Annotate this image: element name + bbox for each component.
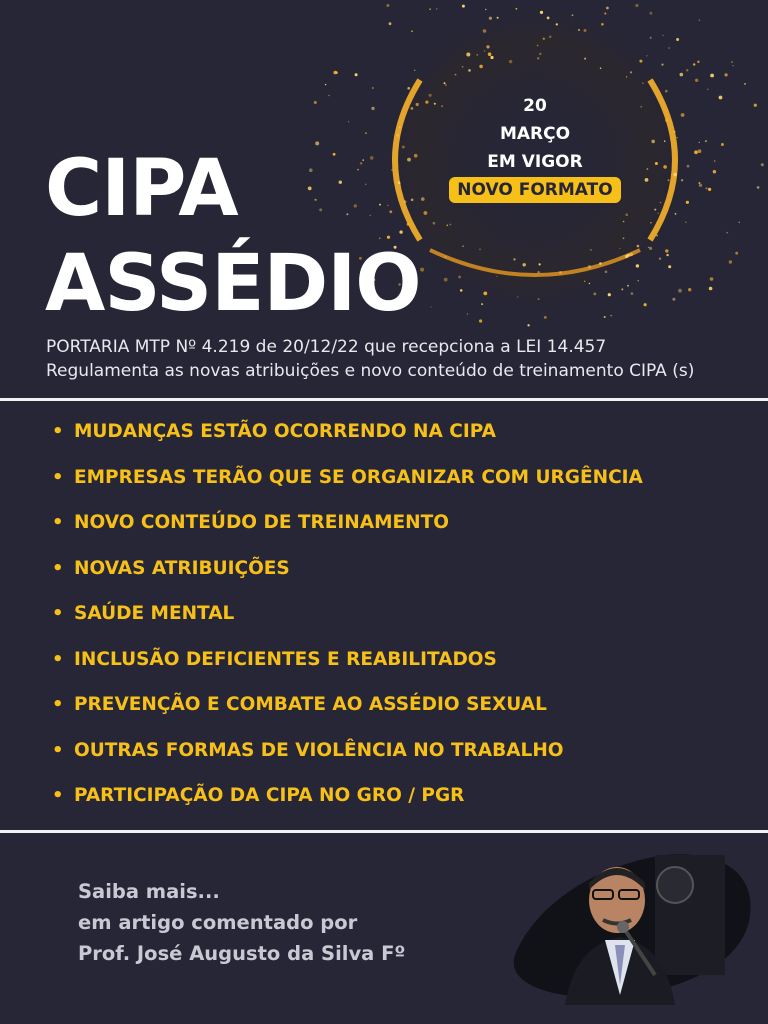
badge-month: MARÇO	[499, 124, 571, 144]
spark-particle	[721, 143, 724, 146]
spark-particle	[693, 63, 695, 65]
spark-particle	[537, 45, 539, 47]
spark-particle	[543, 38, 545, 40]
spark-particle	[360, 162, 363, 165]
spark-particle	[686, 69, 688, 71]
spark-particle	[729, 260, 732, 263]
divider-top	[0, 398, 768, 401]
spark-particle	[362, 159, 364, 161]
spark-particle	[678, 289, 682, 293]
spark-particle	[325, 84, 326, 85]
spark-particle	[479, 249, 480, 250]
spark-particle	[639, 60, 642, 63]
spark-particle	[584, 29, 587, 32]
hero-section	[0, 0, 768, 400]
spark-particle	[466, 53, 470, 57]
spark-particle	[642, 82, 644, 84]
spark-particle	[610, 315, 612, 317]
spark-particle	[444, 278, 448, 282]
spark-particle	[485, 9, 486, 10]
footer-text	[78, 876, 405, 969]
spark-particle	[694, 150, 698, 154]
spark-particle	[648, 247, 649, 248]
spark-particle	[547, 17, 550, 20]
list-item: • PARTICIPAÇÃO DA CIPA NO GRO / PGR	[52, 781, 643, 827]
spark-particle	[314, 101, 317, 104]
spark-particle	[675, 213, 677, 215]
spark-particle	[697, 61, 699, 63]
spark-particle	[389, 210, 392, 213]
spark-particle	[379, 204, 381, 206]
spark-particle	[468, 69, 471, 72]
spark-particle	[732, 65, 733, 66]
spark-particle	[630, 71, 632, 73]
spark-particle	[424, 211, 428, 215]
spark-particle	[681, 113, 685, 117]
spark-particle	[636, 264, 639, 267]
spark-particle	[559, 271, 562, 274]
spark-particle	[600, 67, 602, 69]
spark-particle	[433, 222, 436, 225]
list-item: • SAÚDE MENTAL	[52, 599, 643, 645]
spark-particle	[488, 52, 492, 56]
spark-particle	[665, 90, 668, 93]
spark-particle	[627, 254, 630, 257]
spark-particle	[572, 14, 574, 16]
spark-particle	[346, 213, 348, 215]
spark-particle	[655, 162, 658, 165]
spark-particle	[429, 8, 431, 10]
spark-particle	[411, 199, 414, 202]
spark-particle	[398, 181, 401, 184]
spark-particle	[681, 179, 683, 181]
spark-particle	[695, 79, 698, 82]
spark-particle	[705, 140, 707, 142]
spark-particle	[735, 252, 738, 255]
spark-particle	[688, 288, 691, 291]
spark-particle	[578, 29, 580, 31]
spark-particle	[516, 8, 518, 10]
spark-particle	[407, 223, 410, 226]
spark-particle	[370, 215, 371, 216]
spark-particle	[584, 281, 586, 283]
list-item: • PREVENÇÃO E COMBATE AO ASSÉDIO SEXUAL	[52, 690, 643, 736]
spark-particle	[665, 119, 668, 122]
list-item: • OUTRAS FORMAS DE VIOLÊNCIA NO TRABALHO	[52, 736, 643, 782]
spark-particle	[425, 101, 428, 104]
spark-particle	[490, 56, 493, 59]
bullet-icon: •	[52, 694, 64, 715]
spark-particle	[657, 212, 659, 214]
spark-particle	[637, 245, 640, 248]
spark-particle	[604, 316, 606, 318]
spark-particle	[445, 84, 446, 85]
spark-particle	[414, 154, 418, 158]
spark-particle	[708, 188, 711, 191]
spark-particle	[590, 249, 591, 250]
spark-particle	[509, 60, 512, 63]
spark-particle	[672, 298, 675, 301]
spark-particle	[606, 7, 609, 10]
spark-particle	[630, 253, 633, 256]
spark-particle	[588, 265, 591, 268]
spark-particle	[646, 55, 647, 56]
spark-particle	[483, 292, 487, 296]
spark-particle	[668, 47, 670, 49]
spark-particle	[757, 186, 760, 189]
spark-particle	[445, 256, 447, 258]
spark-particle	[339, 181, 342, 184]
spark-particle	[754, 104, 757, 107]
spark-particle	[444, 82, 446, 84]
spark-particle	[627, 285, 629, 287]
spark-particle	[584, 58, 586, 60]
spark-particle	[626, 76, 627, 77]
spark-particle	[513, 258, 515, 260]
bullet-icon: •	[52, 785, 64, 806]
bullet-icon: •	[52, 739, 64, 761]
spark-particle	[540, 11, 543, 14]
bullet-icon: •	[52, 603, 64, 624]
spark-particle	[623, 237, 625, 239]
footer-line-3: Prof. José Augusto da Silva Fº	[78, 942, 406, 965]
spark-particle	[699, 19, 701, 21]
spark-particle	[462, 245, 464, 247]
spark-particle	[608, 293, 611, 296]
spark-particle	[656, 235, 658, 237]
spark-particle	[328, 95, 329, 96]
spark-particle	[309, 168, 313, 172]
spark-particle	[391, 169, 392, 170]
spark-particle	[517, 296, 518, 297]
spark-particle	[404, 200, 407, 203]
title-assedio: ASSÉDIO	[45, 239, 421, 329]
spark-particle	[370, 156, 374, 160]
spark-particle	[458, 276, 461, 279]
spark-particle	[462, 66, 464, 68]
spark-particle	[479, 319, 482, 322]
spark-particle	[479, 65, 483, 69]
bullet-icon: •	[52, 466, 64, 488]
spark-particle	[726, 232, 728, 234]
spark-particle	[599, 262, 602, 265]
spark-particle	[399, 230, 402, 233]
spark-particle	[644, 303, 647, 306]
spark-particle	[664, 140, 666, 142]
spark-particle	[455, 74, 457, 76]
spark-particle	[645, 178, 649, 182]
spark-particle	[674, 131, 676, 133]
speaker-photo	[505, 845, 760, 1005]
spark-particle	[486, 45, 489, 48]
spark-particle	[651, 140, 655, 144]
spark-particle	[308, 187, 312, 191]
spark-particle	[402, 146, 405, 149]
spark-particle	[450, 224, 452, 226]
bullet-icon: •	[52, 512, 64, 533]
spark-particle	[348, 121, 349, 122]
spark-particle	[421, 197, 425, 201]
spark-particle	[371, 107, 374, 110]
spark-particle	[659, 258, 661, 260]
spark-particle	[447, 225, 449, 227]
spark-particle	[333, 153, 336, 156]
spark-particle	[707, 89, 708, 90]
spark-particle	[460, 289, 463, 292]
spark-particle	[635, 4, 638, 7]
badge-status: EM VIGOR	[487, 152, 583, 172]
spark-particle	[647, 168, 649, 170]
spark-particle	[387, 205, 388, 206]
spark-particle	[739, 222, 741, 224]
spark-particle	[604, 13, 606, 15]
spark-particle	[319, 208, 322, 211]
spark-particle	[407, 87, 410, 90]
spark-particle	[589, 283, 590, 284]
spark-particle	[654, 209, 656, 211]
spark-particle	[411, 107, 414, 110]
spark-particle	[685, 221, 687, 223]
bullet-icon: •	[52, 648, 64, 670]
list-item: • NOVAS ATRIBUIÇÕES	[52, 554, 643, 600]
spark-particle	[411, 30, 413, 32]
spark-particle	[640, 106, 642, 108]
spark-particle	[365, 184, 366, 185]
spark-particle	[462, 5, 465, 8]
list-item: • MUDANÇAS ESTÃO OCORRENDO NA CIPA	[52, 417, 643, 463]
spark-particle	[710, 74, 714, 78]
spark-particle	[416, 103, 419, 106]
title-cipa: CIPA	[45, 144, 238, 234]
spark-particle	[665, 249, 668, 252]
bullet-icon: •	[52, 421, 64, 442]
portaria-line-1: PORTARIA MTP Nº 4.219 de 20/12/22 que recepciona a LEI 14.457	[46, 337, 607, 357]
spark-particle	[354, 204, 357, 207]
spark-particle	[706, 187, 708, 189]
date-badge	[440, 92, 630, 204]
spark-particle	[731, 61, 732, 62]
spark-particle	[601, 23, 604, 26]
bullet-icon: •	[52, 557, 64, 579]
spark-particle	[497, 17, 499, 19]
spark-particle	[397, 134, 400, 137]
spark-particle	[372, 87, 374, 89]
spark-particle	[365, 132, 367, 134]
spark-particle	[549, 36, 552, 39]
list-item: • NOVO CONTEÚDO DE TREINAMENTO	[52, 508, 643, 554]
spark-particle	[621, 288, 623, 290]
spark-particle	[539, 263, 541, 265]
spark-particle	[698, 149, 702, 153]
spark-particle	[761, 163, 764, 166]
spark-particle	[430, 306, 431, 307]
spark-particle	[673, 173, 677, 177]
spark-particle	[713, 170, 716, 173]
bullet-list	[52, 417, 643, 827]
spark-particle	[619, 248, 620, 249]
spark-particle	[436, 8, 437, 9]
spark-particle	[429, 94, 432, 97]
spark-particle	[699, 142, 700, 143]
divider-bottom	[0, 830, 768, 833]
badge-day: 20	[523, 96, 547, 116]
spark-particle	[687, 165, 690, 168]
portaria-line-2: Regulamenta as novas atribuições e novo conteúdo de treinamento CIPA (s)	[46, 361, 695, 381]
spark-particle	[538, 298, 540, 300]
spark-particle	[527, 324, 529, 326]
spark-particle	[407, 158, 411, 162]
spark-particle	[676, 137, 678, 139]
spark-particle	[556, 23, 558, 25]
spark-particle	[389, 22, 392, 25]
spark-particle	[399, 127, 401, 129]
spark-particle	[661, 64, 663, 66]
spark-particle	[744, 83, 746, 85]
spark-particle	[434, 103, 436, 105]
spark-particle	[666, 254, 668, 256]
spark-particle	[355, 73, 358, 76]
spark-particle	[593, 293, 596, 296]
portaria-text	[46, 335, 694, 383]
spark-particle	[523, 263, 526, 266]
spark-particle	[625, 213, 628, 216]
spark-particle	[481, 303, 483, 305]
spark-particle	[315, 141, 319, 145]
spark-particle	[676, 38, 679, 41]
spark-particle	[623, 221, 625, 223]
novo-formato-pill: NOVO FORMATO	[449, 177, 620, 203]
spark-particle	[650, 12, 653, 15]
spark-particle	[631, 292, 634, 295]
spark-particle	[660, 202, 662, 204]
spark-particle	[638, 280, 639, 281]
list-item: • EMPRESAS TERÃO QUE SE ORGANIZAR COM URGÊNCIA	[52, 463, 643, 509]
spark-particle	[662, 35, 663, 36]
spark-particle	[484, 50, 485, 51]
spark-particle	[649, 247, 652, 250]
spark-particle	[537, 57, 539, 59]
spark-particle	[467, 313, 468, 314]
spark-particle	[650, 222, 652, 224]
spark-particle	[668, 179, 670, 181]
spark-particle	[650, 37, 652, 39]
spark-particle	[414, 70, 415, 71]
spark-particle	[335, 71, 338, 74]
spark-particle	[668, 265, 671, 268]
spark-particle	[725, 73, 728, 76]
spark-particle	[476, 54, 478, 56]
spark-particle	[483, 29, 487, 33]
spark-particle	[709, 287, 713, 291]
spark-particle	[680, 73, 684, 77]
spark-particle	[539, 53, 541, 55]
spark-particle	[605, 271, 608, 274]
spark-particle	[686, 201, 689, 204]
spark-particle	[538, 271, 540, 273]
spark-particle	[386, 4, 389, 7]
spark-particle	[489, 17, 492, 20]
spark-particle	[699, 184, 702, 187]
spark-particle	[544, 316, 547, 319]
spark-particle	[714, 160, 716, 162]
list-item: • INCLUSÃO DEFICIENTES E REABILITADOS	[52, 645, 643, 691]
spark-particle	[719, 96, 723, 100]
spark-particle	[710, 277, 714, 281]
spark-particle	[663, 165, 667, 169]
spark-particle	[496, 276, 497, 277]
footer-line-1: Saiba mais...	[78, 880, 220, 903]
footer-line-2: em artigo comentado por	[78, 911, 358, 934]
spark-particle	[357, 169, 359, 171]
spark-particle	[315, 199, 317, 201]
